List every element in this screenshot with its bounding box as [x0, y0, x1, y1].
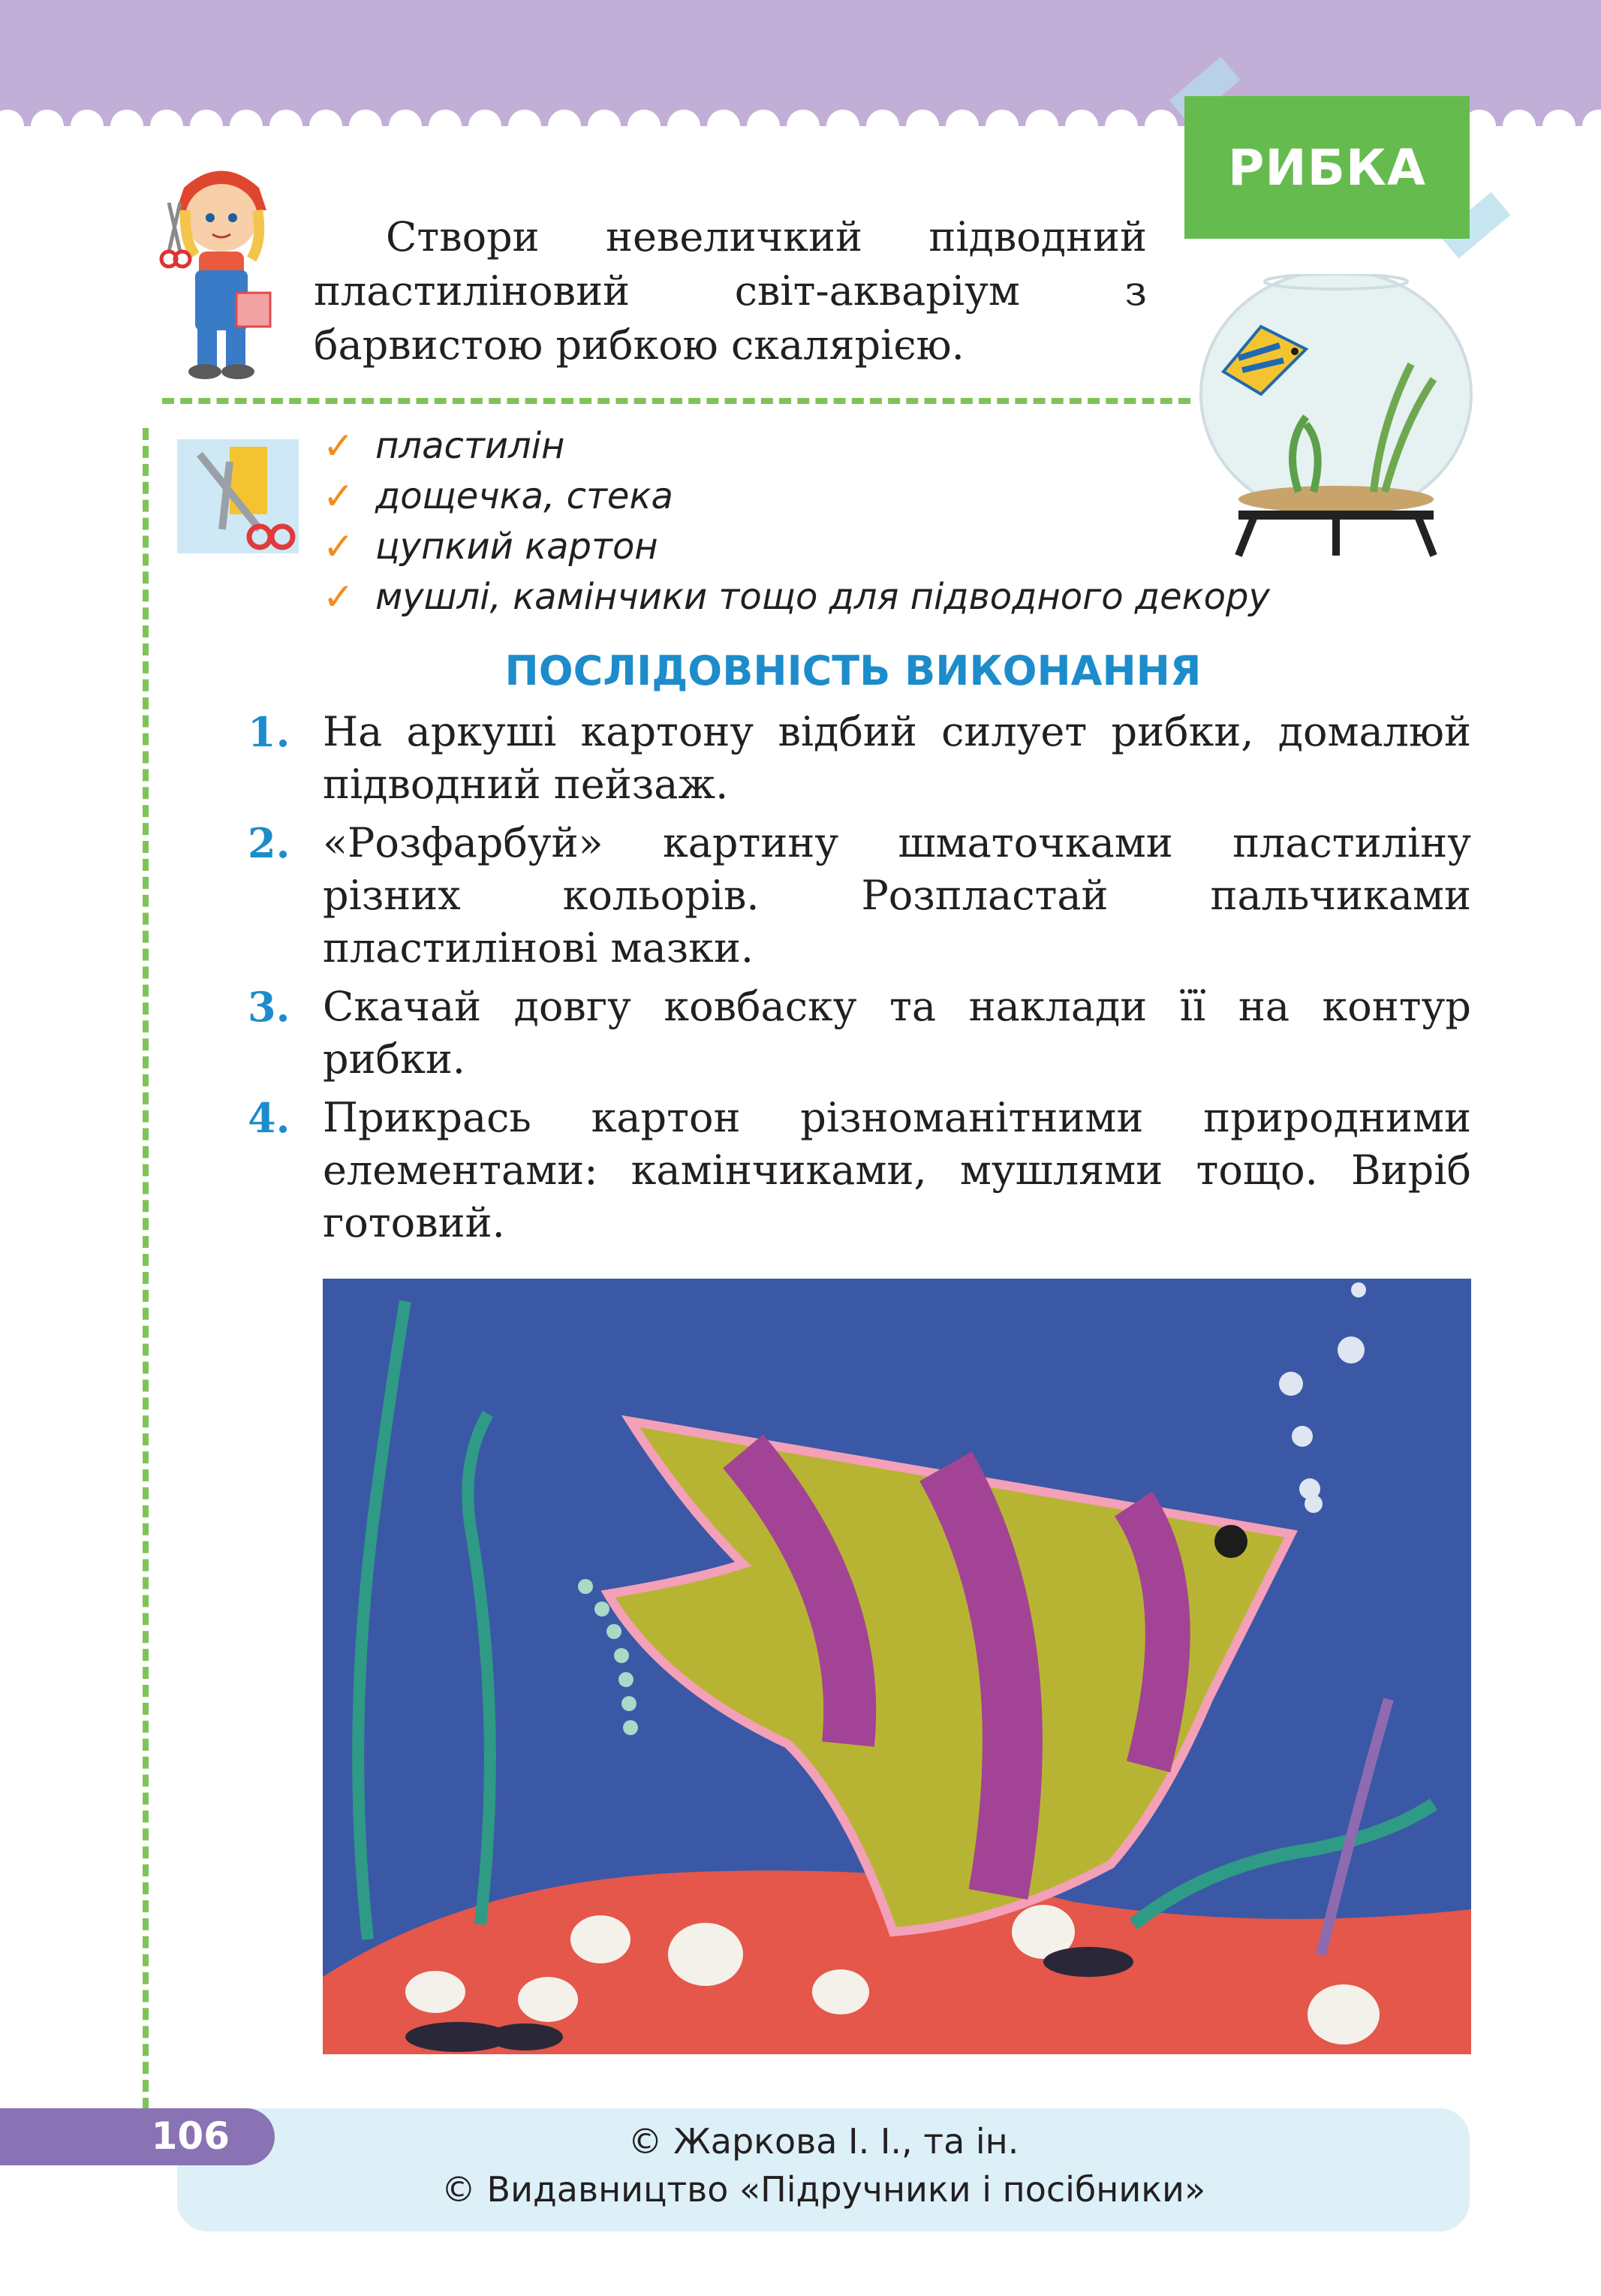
step-item: [248, 981, 1471, 1086]
dashed-divider: [162, 398, 1190, 404]
check-icon: ✓: [323, 524, 354, 568]
steps-list: [248, 706, 1471, 1255]
step-item: [248, 1092, 1471, 1249]
check-icon: ✓: [323, 423, 354, 468]
page-title: РИБКА: [1228, 138, 1426, 197]
list-item: ✓ цупкий картон: [323, 524, 658, 568]
step-number: 1.: [248, 708, 290, 756]
step-item: [248, 706, 1471, 811]
footer-copyright: © Жаркова І. І., та ін. © Видавництво «Підручники і посібники»: [177, 2108, 1470, 2231]
step-number: 3.: [248, 983, 290, 1031]
tools-icon: [177, 439, 299, 553]
sequence-title: ПОСЛІДОВНІСТЬ ВИКОНАННЯ: [504, 647, 1202, 695]
section-title-tab: [1184, 96, 1470, 239]
check-icon: ✓: [323, 574, 354, 619]
list-item: ✓ пластилін: [323, 423, 565, 468]
girl-with-scissors-illustration: [154, 158, 289, 383]
step-item: [248, 817, 1471, 975]
step-text: Скачай довгу ковбаску та наклади її на контур рибки.: [323, 983, 1471, 1083]
page-number: 106: [151, 2114, 230, 2158]
step-text: На аркуші картону відбий силует рибки, домалюй підводний пейзаж.: [323, 708, 1471, 808]
step-text: Прикрась картон різноманітними природними елементами: камінчиками, мушлями тощо. Виріб готовий.: [323, 1094, 1471, 1246]
angelfish-plasticine-photo: [323, 1279, 1471, 2054]
list-item: ✓ дощечка, стека: [323, 474, 673, 518]
step-number: 4.: [248, 1094, 290, 1142]
materials-list: [323, 420, 1270, 622]
step-number: 2.: [248, 819, 290, 867]
list-item: ✓ мушлі, камінчики тощо для підводного декору: [323, 574, 1270, 619]
page-number-badge: [0, 2108, 275, 2165]
check-icon: ✓: [323, 474, 354, 518]
intro-text: Створи невеличкий підводний пластиліновий світ-акваріум з барвистою рибкою скалярією.: [314, 213, 1147, 369]
step-text: «Розфарбуй» картину шматочками пластиліну різних кольорів. Розпластай пальчиками пластилінові мазки.: [323, 819, 1471, 972]
